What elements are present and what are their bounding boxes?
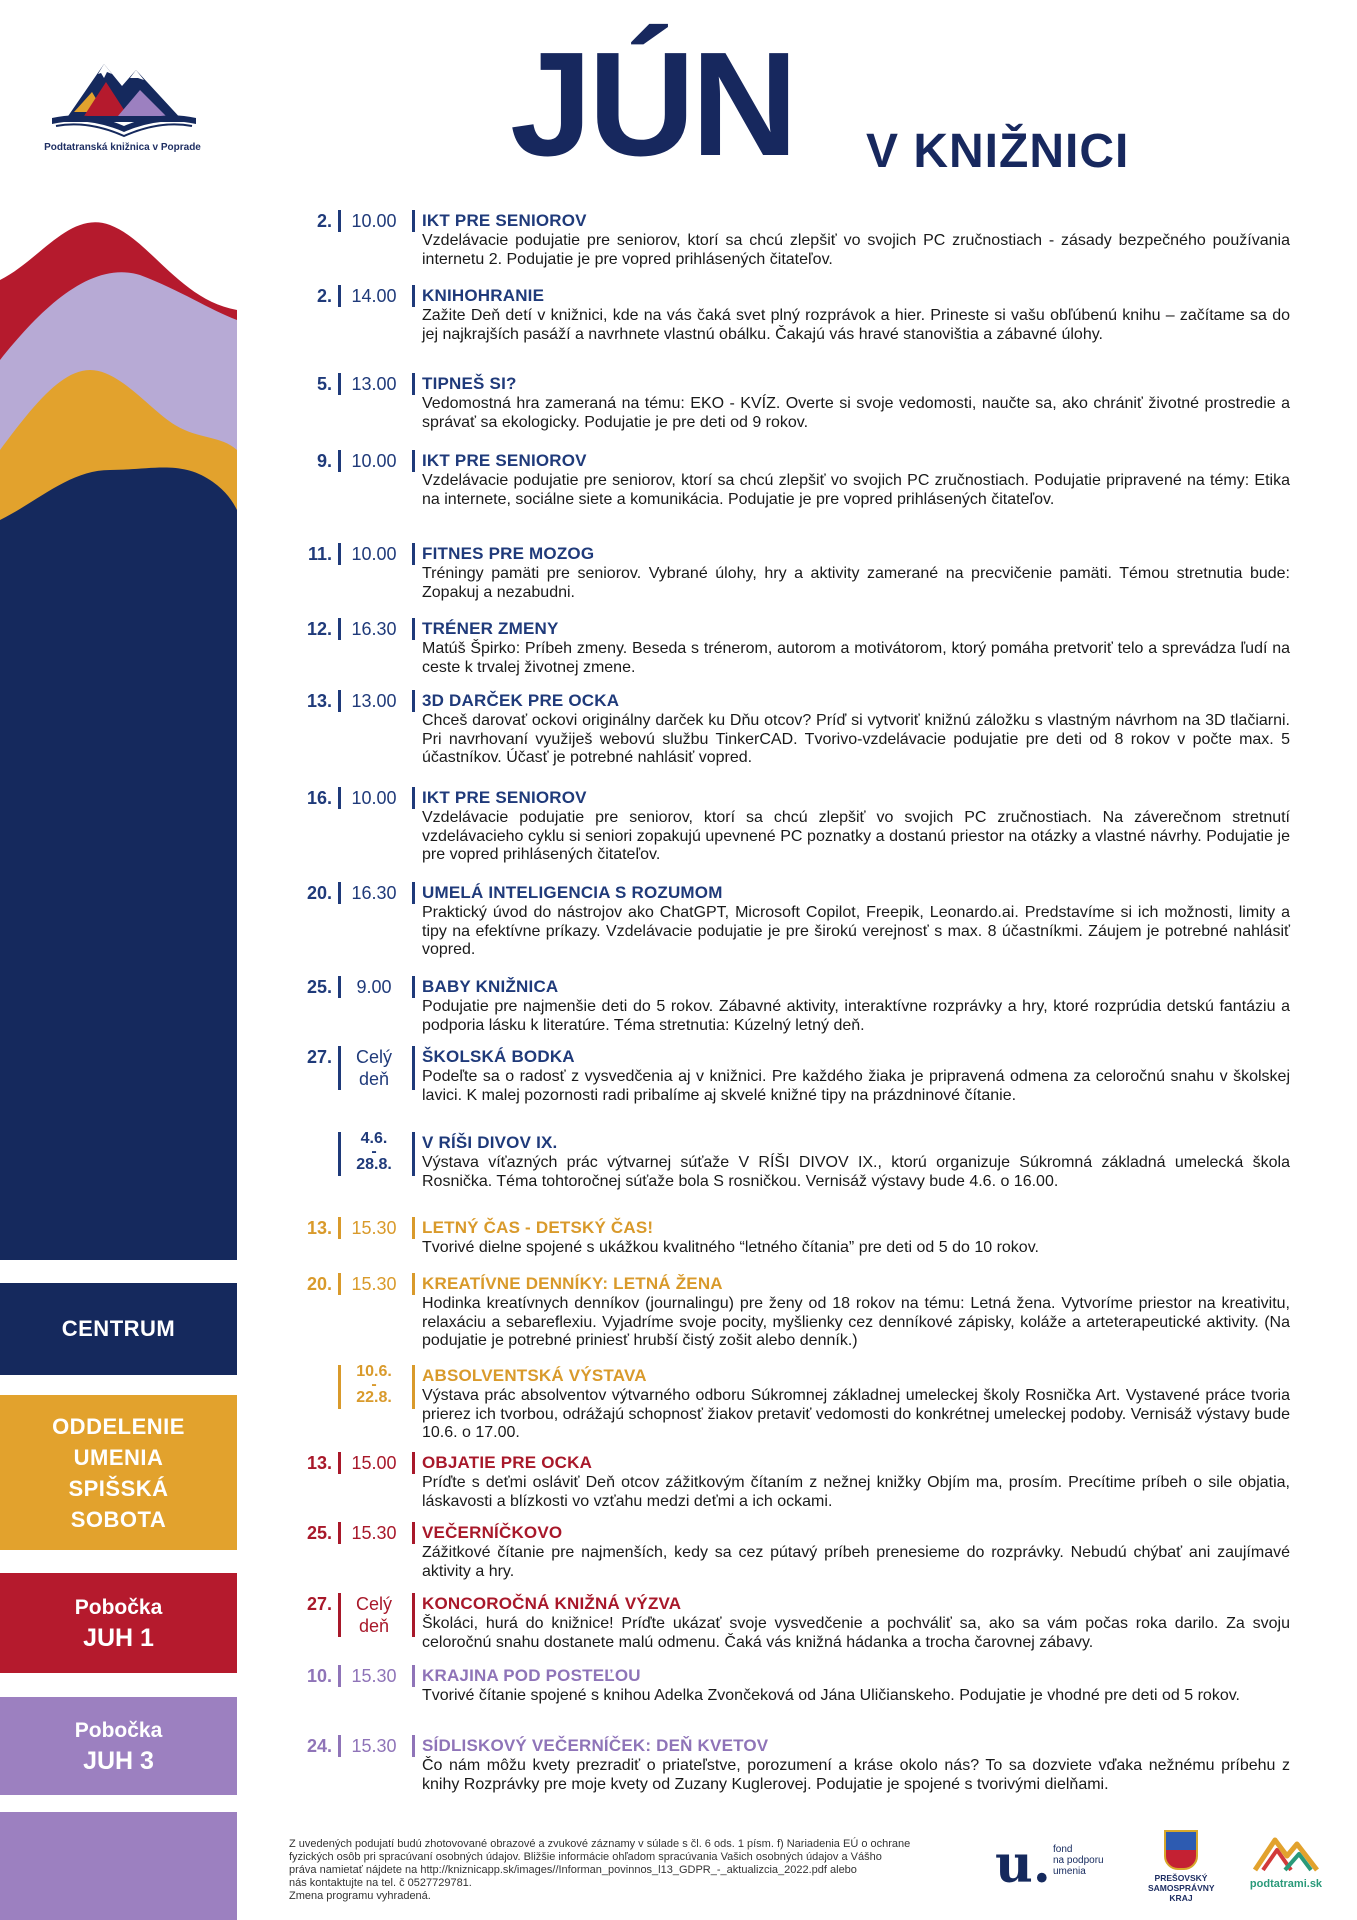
event-title: BABY KNIŽNICA [422,977,559,996]
event-date: 12. [306,619,332,639]
event-date: 27. [306,1594,332,1614]
coat-of-arms-icon [1164,1830,1198,1870]
event-date: 25. [306,1523,332,1543]
divider [338,1522,341,1544]
event-time-line: deň [358,1616,390,1636]
event-title: ABSOLVENTSKÁ VÝSTAVA [422,1366,647,1385]
fond-logo-line: na podporu [1053,1855,1104,1866]
branch-umenia-line: SOBOTA [70,1506,167,1532]
event-time: 10.00 [351,451,397,471]
decorative-band [0,1812,237,1920]
event-date: 13. [306,691,332,711]
event-time: 13.00 [351,691,397,711]
divider [338,882,341,904]
event-time: 10.00 [351,788,397,808]
branch-umenia [0,1395,237,1550]
event-time: 15.30 [351,1736,397,1756]
event-title: OBJATIE PRE OCKA [422,1453,593,1472]
divider [338,1132,341,1176]
branch-juh3-line: JUH 3 [83,1747,154,1775]
divider [412,1522,415,1544]
event-date: 13. [306,1218,332,1238]
event-description: Tvorivé čítanie spojené s knihou Adelka Zvončeková od Jána Uličianskeho. Podujatie je vhodné pre deti od 5 rokov. [422,1687,1240,1704]
event-description: Školáci, hurá do knižnice! Príďte ukázať svoje vysvedčenie a pochváliť sa, ako sa vám počas roka darilo. Za svoju celoročnú snahu dostanete malú odmenu. Čaká vás knižná hádanka a trocha čarovnej zábavy. [422,1615,1290,1651]
event-date: 20. [306,883,332,903]
event-date: 25. [306,977,332,997]
gdpr-note [289,1838,969,1903]
event-description: Chceš darovať ockovi originálny darček ku Dňu otcov? Príď si vytvoriť knižnú záložku s vlastným návrhom na 3D tlačiarni. Pri navrhovaní využiješ webovú službu TinkerCAD. Tvorivo-vzdelávacie podujatie pre deti od 8 rokov v počte max. 5 účastníkov. Účasť je potrebné nahlásiť vopred. [422,712,1290,766]
divider [412,1046,415,1090]
divider [412,1132,415,1176]
divider [412,450,415,472]
divider [412,618,415,640]
divider [338,1046,341,1090]
event-date: 24. [306,1736,332,1756]
event-title: KNIHOHRANIE [422,286,545,305]
fond-logo-text [1053,1844,1104,1877]
library-logo [30,52,215,162]
divider [338,787,341,809]
divider [412,373,415,395]
decorative-band [0,610,237,1260]
event-description: Tréningy pamäti pre seniorov. Vybrané úlohy, hry a aktivity zamerané na precvičenie pamäti. Témou stretnutia bude: Zopakuj a nezabudni. [422,565,1290,601]
divider [412,1365,415,1409]
event-description: Podujatie pre najmenšie deti do 5 rokov. Zábavné aktivity, interaktívne rozprávky a hry, ktoré rozprúdia detskú fantáziu a podporia lásku k literatúre. Téma stretnutia: Kúzelný letný deň. [422,998,1290,1034]
branch-centrum [0,1283,237,1375]
event-time-line: 28.8. [356,1156,392,1173]
branch-juh1 [0,1573,237,1673]
divider [338,1593,341,1637]
event-time: 14.00 [351,286,397,306]
event-description: Čo nám môžu kvety prezradiť o priateľstve, porozumení a kráse okolo nás? To sa dozviete vďaka nežnému príbehu z knihy Rozprávky pre moje kvety od Zuzany Kuglerovej. Podujatie je spojené s tvorivými dielňami. [422,1757,1290,1793]
divider [412,1735,415,1757]
event-title: SÍDLISKOVÝ VEČERNÍČEK: DEŇ KVETOV [422,1736,769,1755]
divider [412,1452,415,1474]
branch-umenia-line: UMENIA [73,1444,164,1470]
divider [338,543,341,565]
event-time-line: Celý [355,1594,392,1614]
event-time [344,1365,404,1404]
event-time-line: deň [358,1069,390,1089]
event-date: 13. [306,1453,332,1473]
branch-juh3 [0,1697,237,1795]
event-description: Tvorivé dielne spojené s ukážkou kvalitného “letného čítania” pre deti od 5 do 10 rokov. [422,1239,1039,1256]
gdpr-note-line: fyzických osôb pri spracúvaní osobných údajov. Bližšie informácie ohľadom spracúvania Vašich osobných údajov a Vášho [289,1851,882,1863]
event-title: IKT PRE SENIOROV [422,451,587,470]
branch-umenia-line: ODDELENIE [52,1413,185,1439]
event-date: 11. [307,544,332,564]
divider [412,543,415,565]
fond-logo-line: fond [1053,1844,1073,1855]
event-description: Vzdelávacie podujatie pre seniorov, ktorí sa chcú zlepšiť vo svojich PC zručnostiach. Podujatie pripravené na témy: Etika na internete, sociálne siete a komunikácia. Podujatie je pre vopred prihlásených čitateľov. [422,472,1290,508]
event-title: 3D DARČEK PRE OCKA [422,691,620,710]
event-date: 20. [306,1274,332,1294]
divider [412,1217,415,1239]
library-name: Podtatranská knižnica v Poprade [44,142,201,153]
divider [412,210,415,232]
branch-centrum-label: CENTRUM [61,1316,176,1341]
event-date: 2. [316,286,332,306]
event-title: KRAJINA POD POSTEĽOU [422,1666,641,1685]
event-title: TIPNEŠ SI? [422,374,517,393]
divider [338,285,341,307]
event-title: IKT PRE SENIOROV [422,788,587,807]
event-time-line: 4.6. [360,1130,388,1147]
divider [412,1665,415,1687]
event-time: 16.30 [351,883,397,903]
page-title: JÚN [510,22,795,187]
event-title: ŠKOLSKÁ BODKA [422,1047,575,1066]
page-subtitle: V KNIŽNICI [866,125,1130,178]
event-description: Hodinka kreatívnych denníkov (journalingu) pre ženy od 18 rokov na tému: Letná žena. Vytvoríme priestor na kreativitu, relaxáciu a sebareflexiu. Vyjadríme svoje pocity, myšlienky cez denníkové zápisky, koláže a arteterapeutické aktivity. (Na podujatie je potrebné priniesť hrubší čistý zošit alebo denník.) [422,1295,1290,1349]
event-description: Výstava víťazných prác výtvarnej súťaže V RÍŠI DIVOV IX., ktorú organizuje Súkromná základná umelecká škola Rosnička. Téma tohtoročnej súťaže bola S rosničkou. Vernisáž výstavy bude 4.6. o 16.00. [422,1154,1290,1190]
divider [338,1365,341,1409]
event-time: 9.00 [356,977,392,997]
branch-juh1-line: Pobočka [74,1596,163,1619]
event-description: Výstava prác absolventov výtvarného odboru Súkromnej základnej umeleckej školy Rosnička Art. Vystavené práce tvoria prierez ich tvorbou, odrážajú schopnosť žiakov pretaviť vedomosti do konkrétnej umeleckej podoby. Vernisáž výstavy bude 10.6. o 17.00. [422,1387,1290,1441]
event-description: Matúš Špirko: Príbeh zmeny. Beseda s trénerom, autorom a motivátorom, ktorý pomáha pretvoriť telo a sprevádza ľudí na ceste k trvalej životnej zmene. [422,640,1290,676]
psk-logo-line: KRAJ [1169,1893,1193,1903]
event-time-line: 22.8. [356,1389,392,1406]
divider [338,450,341,472]
divider [338,1217,341,1239]
gdpr-note-line: nás kontaktujte na tel. č 0527729781. [289,1877,472,1889]
event-description: Podeľte sa o radosť z vysvedčenia aj v knižnici. Pre každého žiaka je pripravená odmena za celoročnú snahu v školskej lavici. K malej pozornosti radi pribalíme aj skvelé knižné tipy na prázdninové čítanie. [422,1068,1290,1104]
branch-umenia-line: SPIŠSKÁ [68,1475,169,1501]
event-time-line: 10.6. [356,1363,392,1380]
presovsky-kraj-logo [1148,1830,1214,1903]
event-time: 15.30 [351,1666,397,1686]
divider [412,787,415,809]
divider [338,1452,341,1474]
divider [338,1735,341,1757]
divider [412,690,415,712]
divider [412,285,415,307]
event-time [344,1593,404,1637]
event-title: VEČERNÍČKOVO [422,1523,563,1542]
event-title: LETNÝ ČAS - DETSKÝ ČAS! [422,1218,654,1237]
fond-logo-mark: u. [995,1834,1051,1895]
divider [338,976,341,998]
event-description: Zažite Deň detí v knižnici, kde na vás čaká svet plný rozprávok a hier. Prineste si vašu obľúbenú knihu – začítame sa do jej najkrajších pasáží a navrhnete vlastnú obálku. Čakajú vás hravé stanovištia a zábavné úlohy. [422,307,1290,343]
divider [338,1273,341,1295]
mountain-book-logo-icon [44,52,204,140]
fond-logo-line: umenia [1053,1866,1086,1877]
event-title: FITNES PRE MOZOG [422,544,595,563]
divider [338,618,341,640]
event-time: 15.30 [351,1523,397,1543]
event-description: Príďte s deťmi osláviť Deň otcov zážitkovým čítaním z nežnej knižky Objím ma, prosím. Precítime príbeh o sile objatia, láskavosti a blízkosti vo vzťahu medzi deťmi a ich ockami. [422,1474,1290,1510]
event-date: 2. [316,211,332,231]
event-title: V RÍŠI DIVOV IX. [422,1133,558,1152]
divider [338,690,341,712]
event-date: 5. [316,374,332,394]
event-time [344,1132,404,1171]
event-time: 10.00 [351,544,397,564]
event-description: Vzdelávacie podujatie pre seniorov, ktorí sa chcú zlepšiť vo svojich PC zručnostiach. Na záverečnom stretnutí vzdelávacieho cyklu si seniori zopakujú upevnené PC poznatky a dostanú priestor na otázky a vlastné návrhy. Podujatie je pre vopred prihlásených čitateľov. [422,809,1290,863]
event-description: Praktický úvod do nástrojov ako ChatGPT, Microsoft Copilot, Freepik, Leonardo.ai. Predstavíme si ich možnosti, limity a tipy na efektívne príkazy. Vzdelávacie podujatie je pre širokú verejnosť s max. 8 účastníkmi. Záujem je potrebné nahlásiť vopred. [422,904,1290,958]
event-time: 13.00 [351,374,397,394]
psk-logo-text [1148,1873,1214,1903]
event-date: 9. [316,451,332,471]
mountain-icon [1251,1830,1321,1874]
event-time: 16.30 [351,619,397,639]
divider [338,1665,341,1687]
divider [412,976,415,998]
event-time [344,1046,404,1090]
divider [412,882,415,904]
event-description: Vzdelávacie podujatie pre seniorov, ktorí sa chcú zlepšiť vo svojich PC zručnostiach - zásady bezpečného používania internetu 2. Podujatie je pre vopred prihlásených čitateľov. [422,232,1290,268]
event-title: TRÉNER ZMENY [422,619,559,638]
divider [338,373,341,395]
event-time: 15.30 [351,1274,397,1294]
divider [338,210,341,232]
gdpr-note-line: práva namietať nájdete na http://kniznicapp.sk/images//Informan_povinnos_l13_GDPR_-_aktualizcia_2022.pdf alebo [289,1864,857,1876]
event-date: 27. [306,1047,332,1067]
divider [412,1273,415,1295]
event-title: UMELÁ INTELIGENCIA S ROZUMOM [422,883,723,902]
event-time-line: - [371,1143,377,1160]
mountains-illustration [0,220,237,620]
event-title: KREATÍVNE DENNÍKY: LETNÁ ŽENA [422,1274,723,1293]
event-time: 15.00 [351,1453,397,1473]
event-time-line: Celý [355,1047,392,1067]
event-description: Zážitkové čítanie pre najmenších, kedy sa cez pútavý príbeh prenesieme do rozprávky. Nebudú chýbať ani zaujímavé aktivity a hry. [422,1544,1290,1580]
fond-na-podporu-umenia-logo [995,1830,1115,1895]
event-time: 15.30 [351,1218,397,1238]
event-description: Vedomostná hra zameraná na tému: EKO - KVÍZ. Overte si svoje vedomosti, naučte sa, ako chrániť životné prostredie a správať sa ekologicky. Podujatie je pre deti od 9 rokov. [422,395,1290,431]
podtatrami-text: podtatrami.sk [1249,1878,1323,1890]
divider [412,1593,415,1637]
branch-juh3-line: Pobočka [74,1719,163,1742]
event-date: 16. [306,788,332,808]
program-change-note: Zmena programu vyhradená. [289,1890,431,1902]
psk-logo-line: PREŠOVSKÝ [1154,1873,1208,1883]
podtatrami-logo [1236,1830,1336,1890]
event-time-line: - [371,1376,377,1393]
event-time: 10.00 [351,211,397,231]
event-title: KONCOROČNÁ KNIŽNÁ VÝZVA [422,1594,682,1613]
branch-juh1-line: JUH 1 [83,1624,154,1652]
event-date: 10. [306,1666,332,1686]
psk-logo-line: SAMOSPRÁVNY [1148,1883,1215,1893]
gdpr-note-line: Z uvedených podujatí budú zhotovované obrazové a zvukové záznamy v súlade s čl. 6 ods. 1 písm. f) Nariadenia EÚ o ochrane [289,1838,911,1850]
event-title: IKT PRE SENIOROV [422,211,587,230]
